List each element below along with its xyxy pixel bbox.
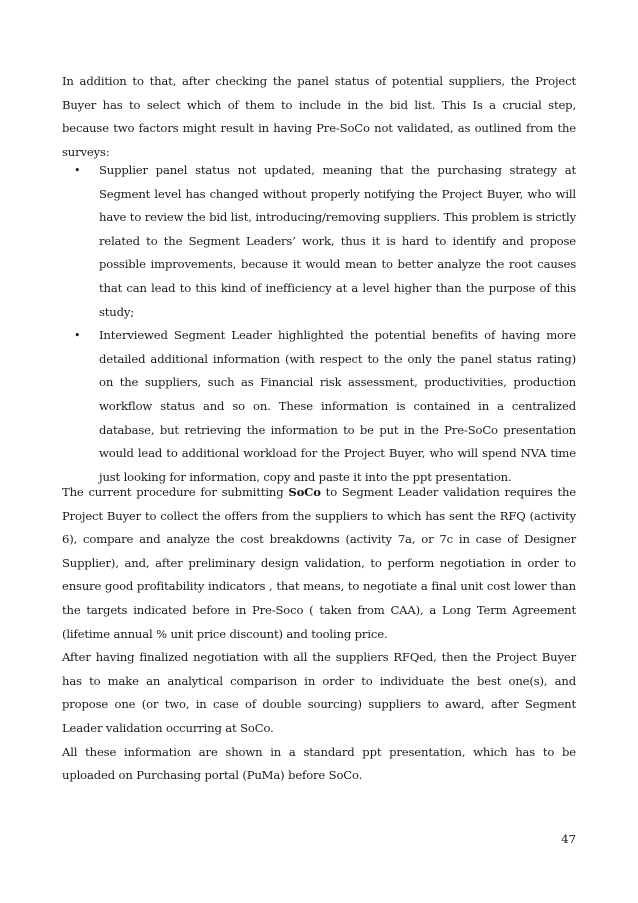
bullet-list — [62, 159, 576, 489]
bullet-item — [62, 159, 576, 324]
bullet-item — [62, 324, 576, 489]
presentation-paragraph: All these information are shown in a standard ppt presentation, which has to be uploaded on Purchasing portal (PuMa) before SoCo. — [62, 744, 576, 783]
procedure-text-end: to Segment Leader validation requires the Project Buyer to collect the offers from the suppliers to which has sent the RFQ (activity 6), compare and analyze the cost breakdowns (activity 7a, or 7c in case of Designer Supplier), and, after preliminary design validation, to perform negotiation in order to ensure good profitability indicators , that means, to negotiate a final unit cost lower than the targets indicated before in Pre-Soco ( taken from CAA), a Long Term Agreement (lifetime annual % unit price discount) and tooling price. — [62, 485, 577, 641]
soco-term: SoCo — [288, 485, 321, 499]
bullet-icon: • — [74, 164, 81, 177]
intro-paragraph: In addition to that, after checking the panel status of potential suppliers, the Project Buyer has to select which of them to include in the bid list. This Is a crucial step, because two factors might result in having Pre-SoCo not validated, as outlined from the surveys: — [62, 74, 576, 159]
procedure-text-start: The current procedure for submitting — [62, 485, 289, 499]
bullet-text: Interviewed Segment Leader highlighted the potential benefits of having more detailed additional information (with respect to the only the panel status rating) on the suppliers, such as Financial risk assessment, productivities, production workflow status and so on. These information is contained in a centralized database, but retrieving the information to be put in the Pre-SoCo presentation would lead to additional workload for the Project Buyer, who will spend NVA time just looking for information, copy and paste it into the ppt presentation. — [99, 328, 576, 484]
bullet-text: Supplier panel status not updated, meaning that the purchasing strategy at Segment level has changed without properly notifying the Project Buyer, who will have to review the bid list, introducing/removing suppliers. This problem is strictly related to the Segment Leaders’ work, thus it is hard to identify and propose possible improvements, because it would mean to better analyze the root causes that can lead to this kind of inefficiency at a level higher than the purpose of this study; — [99, 163, 576, 319]
procedure-paragraph — [62, 481, 576, 646]
bullet-icon: • — [74, 329, 81, 343]
page-number: 47 — [561, 832, 576, 846]
procedure-section — [62, 481, 576, 788]
negotiation-paragraph: After having finalized negotiation with all the suppliers RFQed, then the Project Buyer has to make an analytical comparison in order to individuate the best one(s), and propose one (or two, in case of double sourcing) suppliers to award, after Segment Leader validation occurring at SoCo. — [62, 650, 576, 735]
